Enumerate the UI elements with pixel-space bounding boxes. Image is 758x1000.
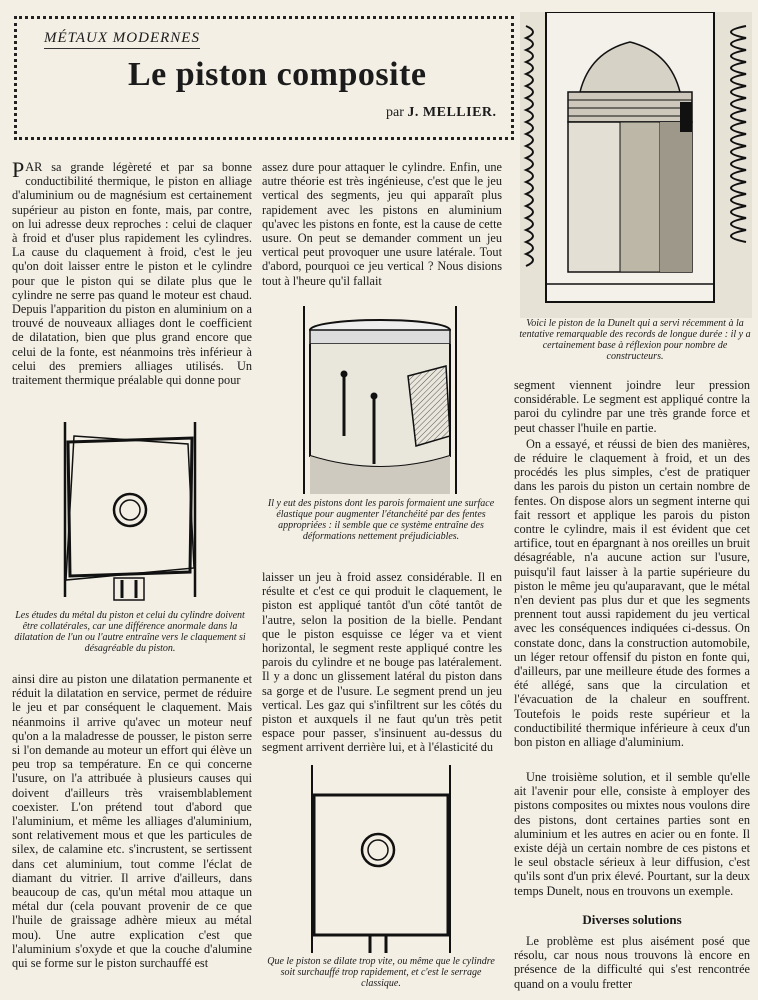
col1-top-text (12, 160, 252, 392)
col2-paragraph-2: laisser un jeu à froid assez considérable. Il en résulte et c'est ce qui produit le claquement, le piston est appliqué tantôt d'un côté tantôt de l'autre, selon la position de la bielle. Pendant que le piston esquisse ce léger va et vient horizontal, le segment reste appliqué contre les parois du cylindre et ne bouge pas latéralement. Il y a donc un glissement latéral du piston dans sa gorge et de l'usure. Le segment prend un jeu vertical. Les gaz qui s'infiltrent sur les côtés du piston et auxquels il ne faut qu'un très petit espace pour passer, s'insinuent au-dessus du segment arrivent derrière lui, et à l'élasticité du (262, 570, 502, 755)
col2-figure-slotted-piston (296, 306, 464, 494)
byline (386, 105, 497, 121)
seizing-piston-diagram (300, 765, 462, 953)
dunelt-piston-illustration (520, 12, 752, 318)
section-kicker: MÉTAUX MODERNES (44, 30, 200, 49)
piston-cylinder-diagram (40, 412, 220, 602)
col3-paragraph-2: On a essayé, et réussi de bien des manières, de réduire le claquement à froid, et un des procédés les plus simples, c'est de pratiquer dans les parois du piston un certain nombre de fentes. On dispose alors un segment interne qui fait ressort et applique les parois du piston contre le cylindre, mais il est évident que cet artifice, tout en épargnant à nos oreilles un bruit désagréable, n'a aucune action sur l'usure, puisqu'il faut laisser à la partie supérieure du piston le même jeu qu'auparavant, que le métal n'en devient pas plus dur et que les segments prennent tout aussi rapidement du jeu vertical avec les conséquences indiquées ci-dessus. On constate donc, dans la construction automobile, un léger retour offensif du piston en fonte qui, d'ailleurs, par une meilleure étude des formes a été allégé, sans que la circulation et l'évacuation de la chaleur en souffrent. Toutefois le poids reste supérieur et la conductibilité thermique inférieure à ceux d'un bon piston en alliage d'aluminium. (514, 436, 750, 750)
col1-figure-dilatation (40, 412, 220, 602)
dropcap: P (12, 160, 25, 182)
col3-paragraph-4: Le problème est plus aisément posé que résolu, car nous nous trouvons là encore en présence de la difficulté qui s'est rencontrée quand on a voulu fretter (514, 934, 750, 991)
col2-top-text (262, 160, 502, 302)
col3-text (514, 378, 750, 768)
col3-paragraph-3: Une troisième solution, et il semble qu'elle ait l'avenir pour elle, consiste à employer des pistons composites ou mixtes nous voulons dire des pistons, dont certaines parties sont en aluminium et les autres en acier ou en fonte. Il existe déjà un certain nombre de ces pistons et le seul obstacle sérieux à leur diffusion, c'est qu'ils sont d'un prix élevé. Pourtant, sur la deux temps Dunelt, nous en trouvons un exemple. (514, 770, 750, 898)
col2-figure-seizure (300, 765, 462, 953)
article-title: Le piston composite (128, 56, 427, 93)
col3-photo-dunelt-piston (520, 12, 752, 318)
author-name: J. MELLIER. (407, 105, 497, 120)
col3-text-3 (514, 934, 750, 998)
slotted-piston-diagram (296, 306, 464, 494)
col1-paragraph-1: AR sa grande légèreté et par sa bonne conductibilité thermique, le piston en alliage d'aluminium ou de magnésium est certainement supérieur au piston en fonte, mais, par contre, on lui adresse deux reproches : celui de claquer à froid et d'user plus rapidement les cylindres. La cause du claquement à froid, c'est le jeu qu'on doit laisser entre le piston et le cylindre pour que le piston qui se dilate plus que le cylindre ne serre pas quand le moteur est chaud. Depuis l'apparition du piston en aluminium on a trouvé de nouveaux alliages dont le coefficient de dilatation, bien que plus grand encore que celui de la fonte, est néanmoins très inférieur à celui des premiers alliages utilisés. Un traitement thermique préalable qui donne pour (12, 160, 252, 388)
section-subhead: Diverses solutions (582, 912, 682, 927)
col3-text-2 (514, 770, 750, 898)
col1-figure-caption: Les études du métal du piston et celui du cylindre doivent être collatérales, car une différence anormale dans la dilatation de l'un ou l'autre entraîne vers le claquement si désagréable du piston. (14, 610, 246, 654)
col1-bottom-text (12, 672, 252, 992)
col2-paragraph-1: assez dure pour attaquer le cylindre. Enfin, une autre théorie est très ingénieuse, c'est que le jeu vertical des segments, jeu qui apparaît plus rapidement avec les pistons en aluminium qu'avec les pistons en fonte, est la cause de cette usure. On peut se demander comment un jeu vertical peut provoquer une usure latérale. Tout d'abord, pourquoi ce jeu vertical ? Nous disions tout à l'heure qu'il fallait (262, 160, 502, 288)
col2-figure2-caption: Que le piston se dilate trop vite, ou même que le cylindre soit surchauffé trop rapidement, et c'est le serrage classique. (267, 956, 495, 989)
col3-paragraph-1: segment viennent joindre leur pression considérable. Le segment est appliqué contre la paroi du cylindre par une très grande force et peut chasser l'huile en partie. (514, 378, 750, 435)
col3-photo-caption: Voici le piston de la Dunelt qui a servi récemment à la tentative remarquable des records de longue durée : il y a certainement base à réflexion pour nombre de constructeurs. (519, 318, 751, 360)
col1-paragraph-2: ainsi dire au piston une dilatation permanente et réduit la dilatation en service, permet de réduire le jeu et par conséquent le claquement. Mais néanmoins il arrive qu'avec un moteur neuf qu'on a la maladresse de pousser, le piston serre si l'on demande au moteur un effort qui élève un peu trop sa température. En ce qui concerne l'usure, on l'a attribuée à plusieurs causes qui doivent d'ailleurs très vraisemblablement coexister. L'on prétend tout d'abord que l'aluminium, et même les alliages d'aluminium, sont relativement mous et que les particules de silex, de calamine etc. s'incrustent, se sertissent dans cet aluminium, tout comme l'éclat de diamant du vitrier. Il arrive d'ailleurs, dans beaucoup de cas, qu'un métal mou attaque un métal dur (cela pouvant provenir de ce que l'huile de graissage adhère mieux au métal mou). Une autre explication c'est que l'aluminium s'oxyde et que la couche d'alumine qui se forme sur le piston surchauffé est (12, 672, 252, 971)
col2-middle-text (262, 570, 502, 760)
col2-figure-caption: Il y eut des pistons dont les parois formaient une surface élastique pour augmenter l'étanchéité par des fentes appropriées : il semble que ce système entraîne des déformations nettement préjudiciables. (267, 498, 495, 542)
byline-prefix: par (386, 105, 404, 120)
